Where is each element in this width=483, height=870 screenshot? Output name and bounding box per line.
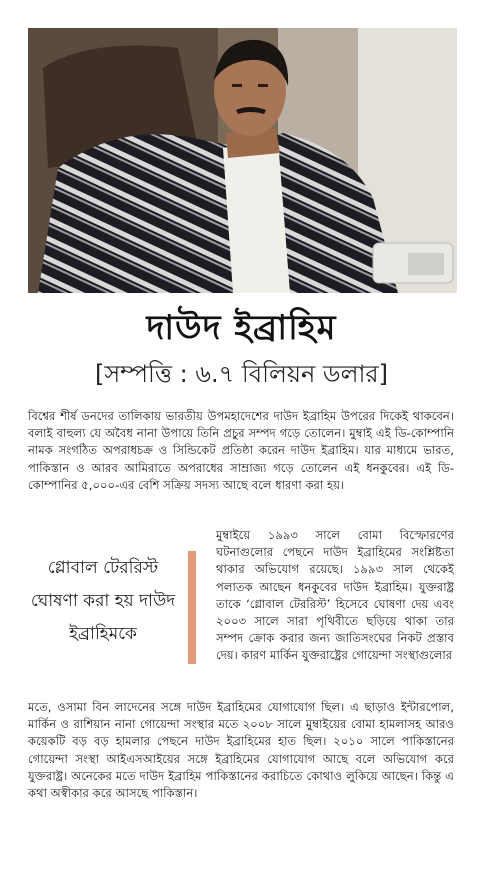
headline: দাউদ ইব্রাহিম xyxy=(146,308,337,348)
pull-quote-accent-bar xyxy=(188,551,196,664)
portrait-illustration xyxy=(28,28,457,293)
portrait-photo xyxy=(28,28,457,293)
pull-quote-text: গ্লোবাল টেররিস্ট ঘোষণা করা হয় দাউদ ইব্রাহিমকে xyxy=(30,558,176,644)
pull-quote xyxy=(28,548,186,688)
article-paragraph-1: বিশ্বের শীর্ষ ডনদের তালিকায় ভারতীয় উপমহাদেশের দাউদ ইব্রাহিম উপরের দিকেই থাকবেন। বলাই বাহুল্য যে অবৈধ নানা উপায়ে তিনি প্রচুর সম্পদ গড়ে তোলেন। মুম্বাই এই ডি-কোম্পানি নামক সংগঠিত অপরাধচক্র ও সিন্ডিকেট প্রতিষ্ঠা করেন দাউদ ইব্রাহিম। যার মাধ্যমে ভারত, পাকিস্তান ও আরব আমিরাতে অপরাধের সাম্রাজ্য গড়ে তোলেন এই ধনকুবের। এই ডি-কোম্পানির ৫,০০০-এর বেশি সক্রিয় সদস্য আছে বলে ধারণা করা হয়। xyxy=(28,409,454,492)
article-paragraph-2: মুম্বাইয়ে ১৯৯৩ সালে বোমা বিস্ফোরণের ঘটনাগুলোর পেছনে দাউদ ইব্রাহিমের সংশ্লিষ্টতা থাকার অভিযোগ রয়েছে। ১৯৯৩ সাল থেকেই পলাতক আছেন ধনকুবের দাউদ ইব্রাহিম। যুক্তরাষ্ট্র তাকে ‘গ্লোবাল টেররিস্ট’ হিসেবে ঘোষণা দেয় এবং ২০০৩ সালে সারা পৃথিবীতে ছড়িয়ে থাকা তার সম্পদ ক্রোক করার জন্য জাতিসংঘের নিকট প্রস্তাব দেয়। কারণ মার্কিন যুক্তরাষ্ট্রের গোয়েন্দা সংস্থাগুলোর xyxy=(216,528,454,663)
subheadline: [সম্পত্তি : ৬.৭ বিলিয়ন ডলার] xyxy=(94,360,388,388)
article-paragraph-3: মতে, ওসামা বিন লাদেনের সঙ্গে দাউদ ইব্রাহিমের যোগাযোগ ছিল। এ ছাড়াও ইন্টারপোল, মার্কিন ও রাশিয়ান নানা গোয়েন্দা সংস্থার মতে ২০০৮ সালে মুম্বাইয়ের বোমা হামলাসহ আরও কয়েকটি বড় বড় হামলার পেছনে দাউদ ইব্রাহিমের হাত ছিল। ২০১০ সালে পাকিস্তানের গোয়েন্দা সংস্থা আইএসআইয়ের সঙ্গে ইব্রাহিমের যোগাযোগ আছে বলে অভিযোগ করে যুক্তরাষ্ট্র। অনেকের মতে দাউদ ইব্রাহিম পাকিস্তানের করাচিতে কোথাও লুকিয়ে আছেন। কিন্তু এ কথা অস্বীকার করে আসছে পাকিস্তান। xyxy=(28,700,454,801)
